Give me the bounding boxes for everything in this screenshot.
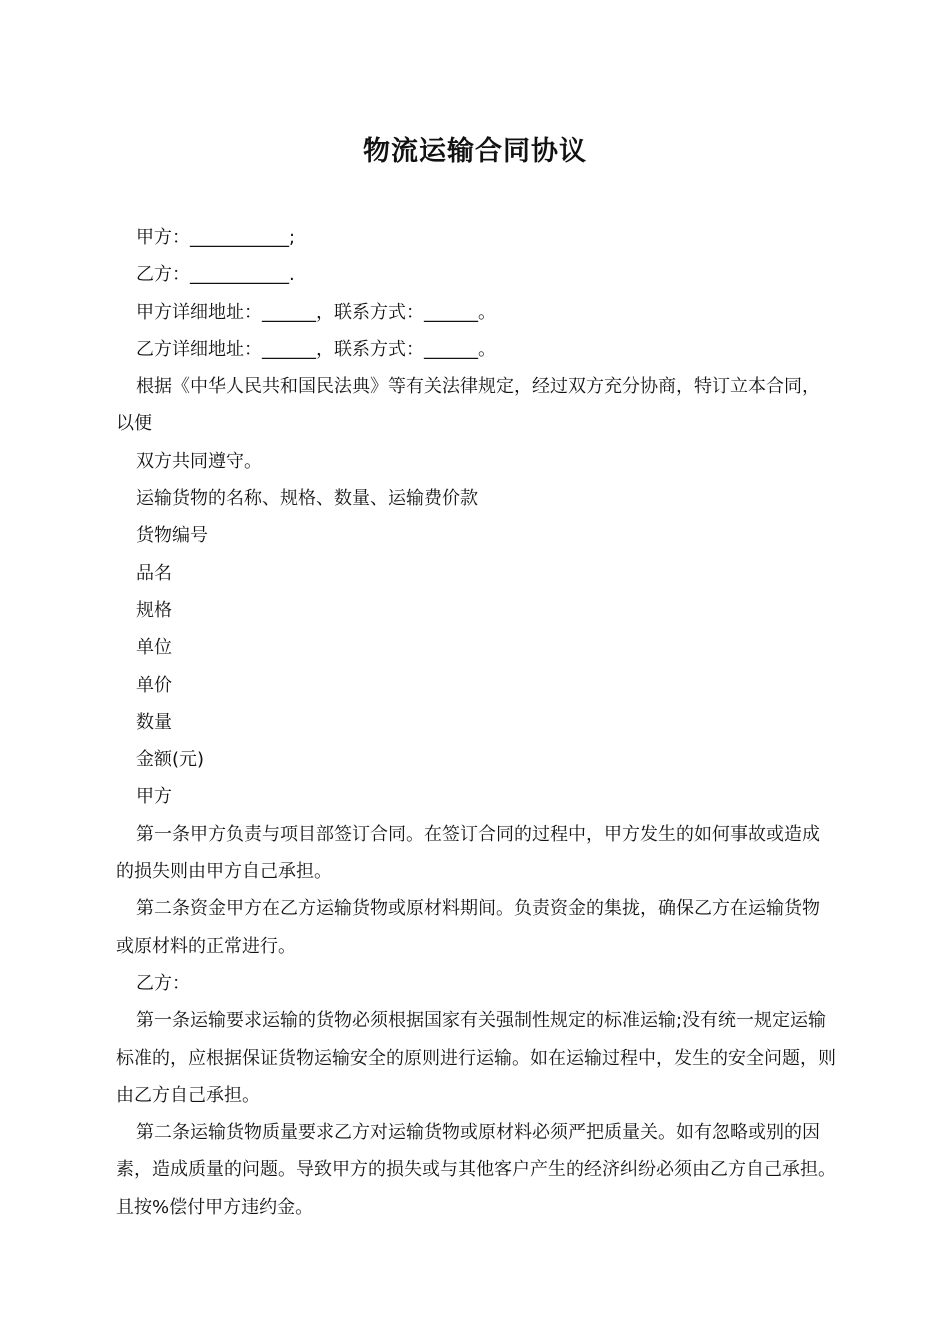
field-specification: 规格 (136, 599, 172, 621)
party-b-article-2: 第二条运输货物质量要求乙方对运输货物或原材料必须严把质量关。如有忽略或别的因素，造成质量的问题。导致甲方的损失或与其他客户产生的经济纠纷必须由乙方自己承担。且按%偿付甲方违约金。 (116, 1122, 836, 1218)
party-a-address-line: 甲方详细地址：______，联系方式：______。 (136, 301, 496, 323)
party-b-line: 乙方：___________. (136, 264, 295, 286)
field-unit-price: 单价 (136, 674, 172, 696)
field-goods-number: 货物编号 (136, 525, 208, 547)
party-b-obligations-heading: 乙方： (136, 972, 190, 994)
party-a-article-2: 第二条资金甲方在乙方运输货物或原材料期间。负责资金的集拢，确保乙方在运输货物或原材料的正常进行。 (116, 898, 820, 957)
party-b-article-1: 第一条运输要求运输的货物必须根据国家有关强制性规定的标准运输;没有统一规定运输标准的，应根据保证货物运输安全的原则进行运输。如在运输过程中，发生的安全问题，则由乙方自己承担。 (116, 1010, 836, 1106)
field-amount: 金额(元) (136, 749, 205, 771)
party-a-obligations-heading: 甲方 (136, 786, 172, 808)
party-b-address-line: 乙方详细地址：______，联系方式：______。 (136, 338, 496, 360)
legal-basis-paragraph: 根据《中华人民共和国民法典》等有关法律规定，经过双方充分协商，特订立本合同，以便 (116, 376, 820, 435)
legal-basis-continuation: 双方共同遵守。 (136, 450, 262, 472)
party-a-line: 甲方：___________; (136, 227, 296, 248)
document-body (116, 219, 836, 1226)
party-a-article-1: 第一条甲方负责与项目部签订合同。在签订合同的过程中，甲方发生的如何事故或造成的损失则由甲方自己承担。 (116, 823, 820, 883)
field-product-name: 品名 (136, 562, 172, 584)
field-quantity: 数量 (136, 711, 172, 733)
goods-section-heading: 运输货物的名称、规格、数量、运输费价款 (136, 488, 478, 510)
document-title: 物流运输合同协议 (363, 136, 587, 167)
field-unit: 单位 (136, 637, 172, 659)
